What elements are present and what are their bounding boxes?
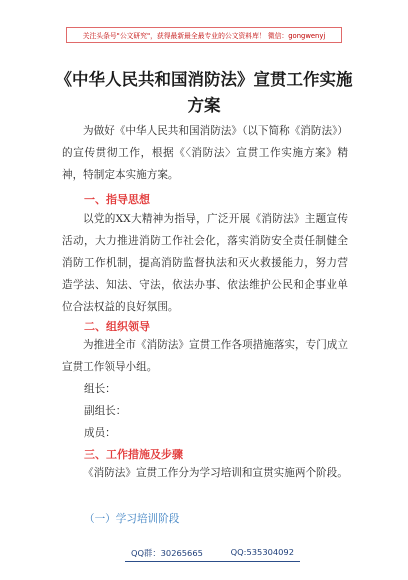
guiding-ideology-paragraph: 以党的XX大精神为指导，广泛开展《消防法》主题宣传活动，大力推进消防工作社会化，落实消防安全责任制健全消防工作机制，提高消防监督执法和灭火救援能力，努力营造学法、知法、守法，依法办事、依法维护公民和企事业单位合法权益的良好氛围。 [62,213,348,313]
measures-paragraph: 《消防法》宣贯工作分为学习培训和宣贯实施两个阶段。 [83,467,348,479]
members-line: 成员： [84,427,116,439]
document-title-continued: 方案 [187,96,221,115]
footer-qq: QQ:535304092 [230,547,294,557]
intro-paragraph: 为做好《中华人民共和国消防法》（以下简称《消防法》）的宣传贯彻工作，根据《〈消防法〉宣贯工作实施方案》精神，特制定本实施方案。 [62,125,348,181]
section-heading-measures: 三、工作措施及步骤 [84,448,183,461]
document-title: 《中华人民共和国消防法》宣贯工作实施 [55,70,353,89]
group-leader-line: 组长： [84,383,116,395]
section-heading-organization: 二、组织领导 [84,320,150,333]
section-heading-guiding-ideology: 一、指导思想 [84,193,150,206]
footer-contact [125,547,300,562]
footer-qq-group: QQ群：30265665 [131,548,203,558]
deputy-leader-line: 副组长： [84,405,127,417]
header-banner: 关注头条号"公文研究"，获得最新最全最专业的公文资料库！ 微信：gongwenyj [66,27,342,43]
subsection-study-training: （一）学习培训阶段 [84,513,180,525]
organization-paragraph: 为推进全市《消防法》宣贯工作各项措施落实，专门成立宣贯工作领导小组。 [62,339,348,373]
